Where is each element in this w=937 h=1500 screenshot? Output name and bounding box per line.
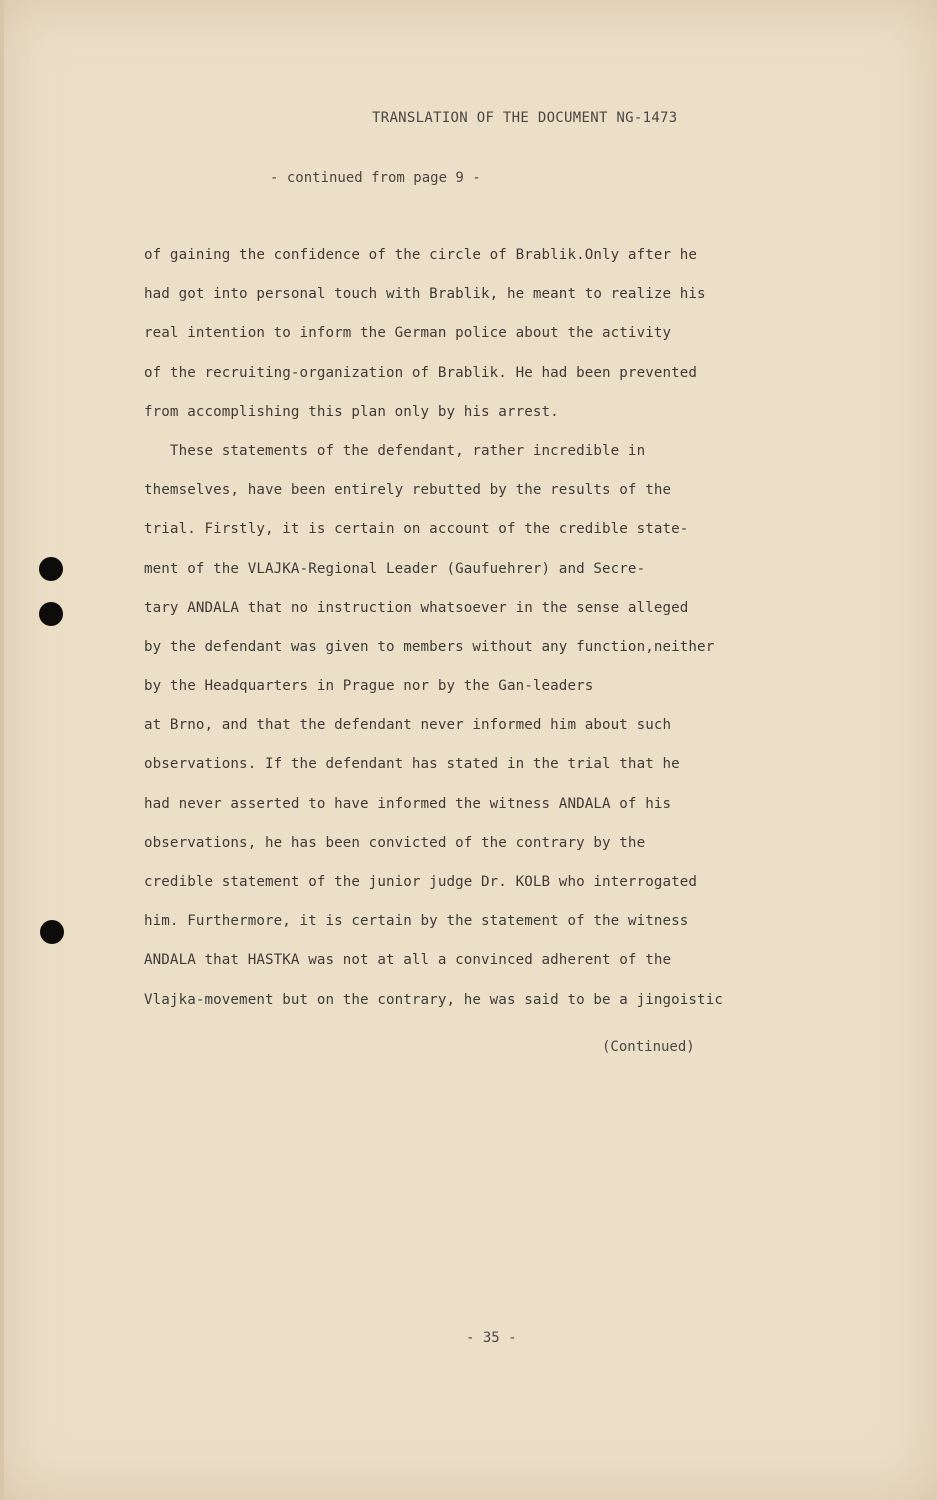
text-line: trial. Firstly, it is certain on account of the credible state- bbox=[144, 521, 689, 538]
text-line: at Brno, and that the defendant never informed him about such bbox=[144, 717, 672, 734]
text-line: observations, he has been convicted of the contrary by the bbox=[144, 834, 646, 851]
text-line: ANDALA that HASTKA was not at all a convinced adherent of the bbox=[144, 952, 672, 969]
text-line: of gaining the confidence of the circle of Brablik.Only after he bbox=[144, 247, 698, 263]
text-line: had never asserted to have informed the witness ANDALA of his bbox=[144, 795, 672, 812]
text-line: observations. If the defendant has stated in the trial that he bbox=[144, 756, 680, 773]
punch-hole bbox=[40, 920, 64, 944]
text-line: by the Headquarters in Prague nor by the Gan-leaders bbox=[144, 678, 594, 695]
text-line: These statements of the defendant, rather incredible in bbox=[144, 442, 646, 459]
body-text bbox=[144, 240, 824, 1024]
text-line: of the recruiting-organization of Brablik. He had been prevented bbox=[144, 364, 698, 381]
text-line: him. Furthermore, it is certain by the statement of the witness bbox=[144, 913, 689, 930]
text-line: themselves, have been entirely rebutted by the results of the bbox=[144, 482, 672, 499]
text-line: from accomplishing this plan only by his arrest. bbox=[144, 403, 559, 420]
continued-note: (Continued) bbox=[602, 1039, 695, 1055]
punch-hole bbox=[39, 602, 63, 626]
punch-hole bbox=[39, 557, 63, 581]
text-line: Vlajka-movement but on the contrary, he was said to be a jingoistic bbox=[144, 991, 723, 1008]
text-line: by the defendant was given to members without any function,neither bbox=[144, 638, 715, 655]
text-line: credible statement of the junior judge Dr. KOLB who interrogated bbox=[144, 874, 698, 890]
continued-from-note: - continued from page 9 - bbox=[270, 170, 481, 186]
text-line: tary ANDALA that no instruction whatsoever in the sense alleged bbox=[144, 599, 689, 616]
text-line: ment of the VLAJKA-Regional Leader (Gaufuehrer) and Secre- bbox=[144, 560, 646, 577]
page-number: - 35 - bbox=[466, 1330, 517, 1346]
text-line: had got into personal touch with Brablik, he meant to realize his bbox=[144, 286, 706, 303]
text-line: real intention to inform the German police about the activity bbox=[144, 325, 672, 342]
document-header: TRANSLATION OF THE DOCUMENT NG-1473 bbox=[372, 110, 678, 126]
page-edge bbox=[0, 0, 4, 1500]
